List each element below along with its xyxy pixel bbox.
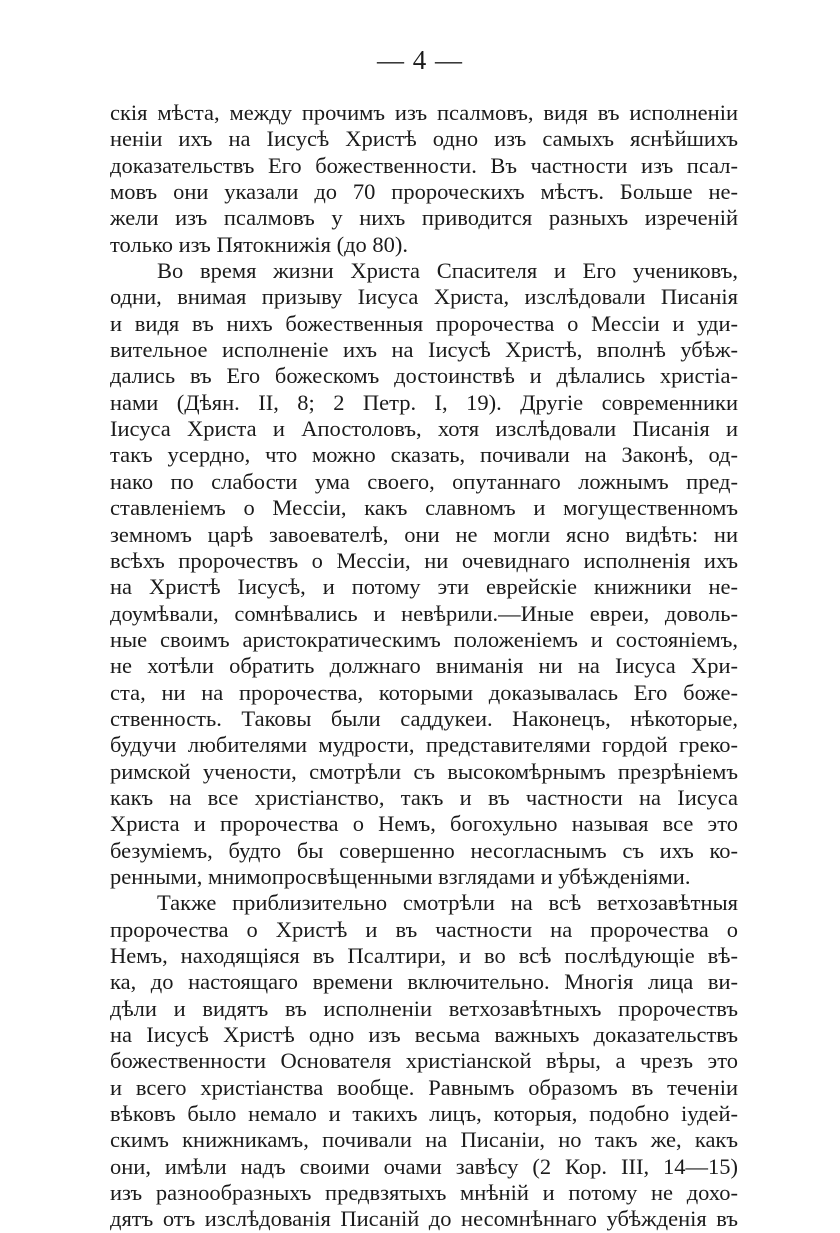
text-line: Немъ, находящіяся въ Псалтири, и во всѣ послѣдующіе вѣ- <box>110 943 738 968</box>
text-line: римской учености, смотрѣли съ высокомѣрнымъ презрѣніемъ <box>110 758 738 784</box>
text-line: ста, ни на пророчества, которыми доказывалась Его боже- <box>110 679 738 705</box>
text-line: ственность. Таковы были саддукеи. Наконецъ, нѣкоторые, <box>110 705 738 731</box>
text-block <box>110 100 738 1233</box>
text-line: безуміемъ, будто бы совершенно несогласнымъ съ ихъ ко- <box>110 837 738 863</box>
text-line: не хотѣли обратить должнаго вниманія ни на Іисуса Хри- <box>110 653 738 679</box>
text-line: доказательствъ Его божественности. Въ частности изъ псал- <box>110 152 738 178</box>
text-line: вѣковъ было немало и такихъ лицъ, которыя, подобно іудей- <box>110 1101 738 1127</box>
text-line: дѣли и видятъ въ исполненіи ветхозавѣтныхъ пророчествъ <box>110 995 738 1021</box>
text-line: божественности Основателя христіанской вѣры, а чрезъ это <box>110 1048 738 1074</box>
text-line: нами (Дѣян. II, 8; 2 Петр. I, 19). Другіе современники <box>110 389 738 415</box>
text-line: ные своимъ аристократическимъ положеніемъ и состояніемъ, <box>110 626 738 652</box>
text-line: ренными, мнимопросвѣщенными взглядами и убѣжденіями. <box>110 863 691 889</box>
text-line: ставленіемъ о Мессіи, какъ славномъ и могущественномъ <box>110 495 738 521</box>
text-line: мовъ они указали до 70 пророческихъ мѣстъ. Больше не- <box>110 179 738 205</box>
page-number: — 4 — <box>377 45 463 75</box>
text-line: на Христѣ Іисусѣ, и потому эти еврейскіе книжники не- <box>110 574 738 600</box>
text-line: земномъ царѣ завоевателѣ, они не могли ясно видѣть: ни <box>110 521 738 547</box>
text-line: такъ усердно, что можно сказать, почивали на Законѣ, од- <box>110 442 738 468</box>
text-line: вительное исполненіе ихъ на Іисусѣ Христѣ, вполнѣ убѣж- <box>110 337 738 363</box>
text-line: всѣхъ пророчествъ о Мессіи, ни очевиднаго исполненія ихъ <box>110 547 738 573</box>
text-line: ка, до настоящаго времени включительно. Многія лица ви- <box>110 969 738 995</box>
text-line: скимъ книжникамъ, почивали на Писаніи, но такъ же, какъ <box>110 1127 738 1153</box>
text-line: на Іисусѣ Христѣ одно изъ весьма важныхъ доказательствъ <box>110 1022 738 1048</box>
text-line: Іисуса Христа и Апостоловъ, хотя изслѣдовали Писанія и <box>110 416 738 442</box>
text-line: Во время жизни Христа Спасителя и Его учениковъ, <box>157 258 738 284</box>
text-line: дятъ отъ изслѣдованія Писаній до несомнѣннаго убѣжденія въ <box>110 1206 738 1232</box>
text-line: жели изъ псалмовъ у нихъ приводится разныхъ изреченій <box>110 205 738 231</box>
text-line: дались въ Его божескомъ достоинствѣ и дѣлались христіа- <box>110 363 738 389</box>
text-line: изъ разнообразныхъ предвзятыхъ мнѣній и потому не дохо- <box>110 1180 738 1206</box>
text-line: Христа и пророчества о Немъ, богохульно называя все это <box>110 811 738 837</box>
text-line: какъ на все христіанство, такъ и въ частности на Іисуса <box>110 784 738 810</box>
text-line: неніи ихъ на Іисусѣ Христѣ одно изъ самыхъ яснѣйшихъ <box>110 126 738 152</box>
text-line: они, имѣли надъ своими очами завѣсу (2 Кор. III, 14—15) <box>110 1153 738 1179</box>
text-line: нако по слабости ума своего, опутаннаго ложнымъ пред- <box>110 468 738 494</box>
text-line: и всего христіанства вообще. Равнымъ образомъ въ теченіи <box>110 1074 738 1100</box>
text-line: доумѣвали, сомнѣвались и невѣрили.—Иные евреи, доволь- <box>110 600 738 626</box>
text-line: одни, внимая призыву Іисуса Христа, изслѣдовали Писанія <box>110 284 738 310</box>
text-line: пророчества о Христѣ и въ частности на пророчества о <box>110 916 738 942</box>
text-line: будучи любителями мудрости, представителями гордой греко- <box>110 732 738 758</box>
text-line: и видя въ нихъ божественныя пророчества о Мессіи и уди- <box>110 310 738 336</box>
text-line: только изъ Пятокнижія (до 80). <box>110 231 409 257</box>
text-line: скія мѣста, между прочимъ изъ псалмовъ, видя въ исполненіи <box>110 100 738 125</box>
text-line: Также приблизительно смотрѣли на всѣ ветхозавѣтныя <box>157 890 738 916</box>
